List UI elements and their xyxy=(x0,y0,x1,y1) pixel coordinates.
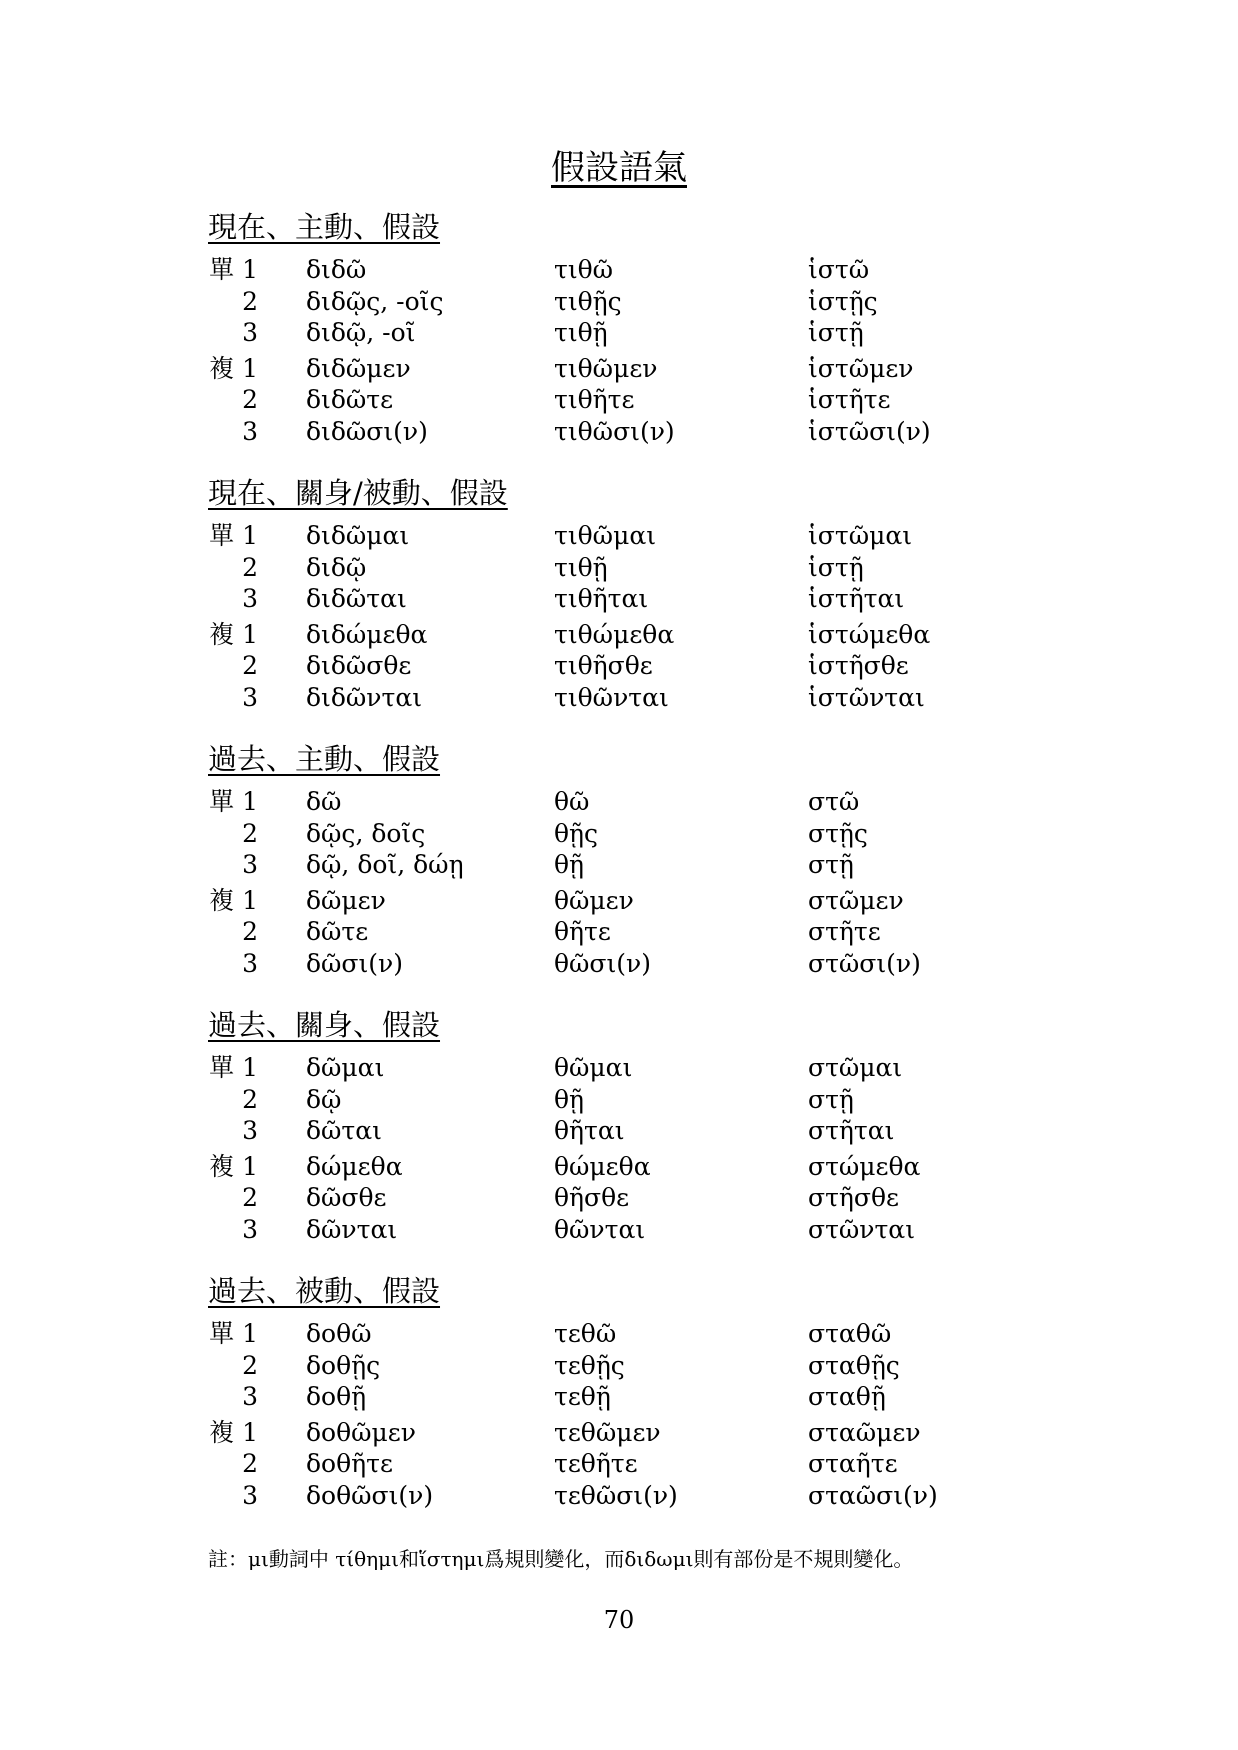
histemi-form: στῶ xyxy=(808,787,860,816)
histemi-form: ἱστῶμαι xyxy=(808,521,913,550)
person-label: 3 xyxy=(242,850,258,879)
histemi-form: στῇ xyxy=(808,1084,854,1114)
tithemi-form: τιθῶμαι xyxy=(554,521,657,550)
table-row xyxy=(208,619,1058,651)
histemi-form: σταῆτε xyxy=(808,1449,898,1478)
table-row xyxy=(208,317,1058,349)
table-row xyxy=(208,650,1058,682)
tithemi-form: τεθῶ xyxy=(554,1319,617,1348)
person-label: 3 xyxy=(242,682,258,712)
person-label: 2 xyxy=(242,1084,258,1114)
didomi-form: δῶται xyxy=(306,1116,382,1145)
tithemi-form: θῆται xyxy=(554,1116,625,1145)
person-label: 2 xyxy=(242,286,258,316)
didomi-form: δοθῇ xyxy=(306,1382,367,1411)
person-label: 2 xyxy=(242,651,258,680)
didomi-form: διδῶσθε xyxy=(306,651,412,680)
tithemi-form: τεθῶμεν xyxy=(554,1417,661,1447)
histemi-form: στῶμεν xyxy=(808,885,904,915)
footnote: 註：μι動詞中 τίθημι和ἵστημι爲規則變化，而διδωμι則有部份是不規則變化。 xyxy=(208,1547,914,1571)
tithemi-form: τιθῆται xyxy=(554,584,649,613)
person-label: 複 1 xyxy=(209,353,258,383)
histemi-form: σταθῇ xyxy=(808,1382,886,1411)
person-label: 3 xyxy=(242,318,258,347)
section-aorist-passive xyxy=(208,1270,1058,1511)
histemi-form: στῆται xyxy=(808,1116,895,1145)
didomi-form: δοθῆτε xyxy=(306,1449,393,1478)
didomi-form: διδώμεθα xyxy=(306,619,428,649)
didomi-form: δῶνται xyxy=(306,1214,398,1244)
histemi-form: στῶμαι xyxy=(808,1053,903,1082)
didomi-form: δῶσθε xyxy=(306,1183,387,1212)
section-heading: 過去、主動、假設 xyxy=(208,742,441,776)
tithemi-form: θῶνται xyxy=(554,1214,646,1244)
histemi-form: ἱστῆται xyxy=(808,584,905,613)
table-row xyxy=(208,583,1058,615)
person-label: 複 1 xyxy=(209,1417,258,1447)
didomi-form: διδῶ xyxy=(306,255,367,284)
table-row xyxy=(208,1448,1058,1480)
histemi-form: σταῶσι(ν) xyxy=(808,1480,938,1510)
histemi-form: στῆσθε xyxy=(808,1183,899,1212)
didomi-form: διδῷ xyxy=(306,552,367,582)
table-row xyxy=(208,682,1058,714)
histemi-form: στῆτε xyxy=(808,917,881,946)
histemi-form: στώμεθα xyxy=(808,1151,921,1181)
table-row xyxy=(208,1318,1058,1350)
didomi-form: δῶτε xyxy=(306,917,369,946)
person-label: 單 1 xyxy=(209,521,258,550)
person-label: 3 xyxy=(242,1116,258,1145)
tithemi-form: τεθῆτε xyxy=(554,1449,638,1478)
histemi-form: στῶσι(ν) xyxy=(808,948,921,978)
table-row xyxy=(208,916,1058,948)
didomi-form: δῶμεν xyxy=(306,885,386,915)
tithemi-form: τιθῇ xyxy=(554,552,608,582)
section-heading: 現在、關身/被動、假設 xyxy=(208,476,508,510)
person-label: 3 xyxy=(242,584,258,613)
table-row xyxy=(208,552,1058,584)
table-row xyxy=(208,1084,1058,1116)
histemi-form: ἱστῶμεν xyxy=(808,353,914,383)
section-heading: 過去、關身、假設 xyxy=(208,1008,441,1042)
person-label: 單 1 xyxy=(209,255,258,284)
histemi-form: σταθῶ xyxy=(808,1319,892,1348)
person-label: 3 xyxy=(242,1214,258,1244)
didomi-form: διδῶται xyxy=(306,584,407,613)
section-aorist-active xyxy=(208,738,1058,979)
didomi-form: δῶ xyxy=(306,787,342,816)
tithemi-form: θῇς xyxy=(554,818,599,848)
person-label: 2 xyxy=(242,385,258,414)
didomi-form: δοθῶ xyxy=(306,1319,372,1348)
person-label: 複 1 xyxy=(209,619,258,649)
didomi-form: δοθῶσι(ν) xyxy=(306,1480,434,1510)
histemi-form: ἱστῶ xyxy=(808,255,870,284)
tithemi-form: τιθῆτε xyxy=(554,385,635,414)
histemi-form: ἱστῆσθε xyxy=(808,651,909,680)
didomi-form: δῷς, δοῖς xyxy=(306,818,426,848)
tithemi-form: θώμεθα xyxy=(554,1151,651,1181)
tithemi-form: θῶμαι xyxy=(554,1053,633,1082)
person-label: 2 xyxy=(242,1183,258,1212)
table-row xyxy=(208,1115,1058,1147)
didomi-form: διδῷ, -οῖ xyxy=(306,318,416,347)
tithemi-form: τεθῶσι(ν) xyxy=(554,1480,678,1510)
tithemi-form: τιθῇς xyxy=(554,286,622,316)
histemi-form: ἱστῇ xyxy=(808,552,864,582)
person-label: 2 xyxy=(242,818,258,848)
tithemi-form: τεθῇς xyxy=(554,1350,625,1380)
person-label: 3 xyxy=(242,948,258,978)
person-label: 2 xyxy=(242,917,258,946)
section-heading: 過去、被動、假設 xyxy=(208,1274,441,1308)
tithemi-form: θῇ xyxy=(554,850,585,879)
section-present-active xyxy=(208,206,1058,447)
histemi-form: σταθῇς xyxy=(808,1350,900,1380)
didomi-form: διδῶμεν xyxy=(306,353,411,383)
didomi-form: δώμεθα xyxy=(306,1151,403,1181)
section-aorist-middle xyxy=(208,1004,1058,1245)
table-row xyxy=(208,1480,1058,1512)
person-label: 複 1 xyxy=(209,885,258,915)
tithemi-form: θῆτε xyxy=(554,917,611,946)
table-row xyxy=(208,286,1058,318)
didomi-form: δῶσι(ν) xyxy=(306,948,404,978)
person-label: 2 xyxy=(242,1449,258,1478)
histemi-form: στῶνται xyxy=(808,1214,915,1244)
histemi-form: σταῶμεν xyxy=(808,1417,921,1447)
tithemi-form: θῶσι(ν) xyxy=(554,948,652,978)
section-heading: 現在、主動、假設 xyxy=(208,210,441,244)
table-row xyxy=(208,1182,1058,1214)
tithemi-form: τιθῶνται xyxy=(554,682,669,712)
table-row xyxy=(208,849,1058,881)
didomi-form: διδῶμαι xyxy=(306,521,410,550)
histemi-form: ἱστῶσι(ν) xyxy=(808,416,931,446)
didomi-form: δῶμαι xyxy=(306,1053,385,1082)
table-row xyxy=(208,520,1058,552)
section-present-middle-passive xyxy=(208,472,1058,713)
histemi-form: στῇς xyxy=(808,818,868,848)
table-row xyxy=(208,384,1058,416)
table-row xyxy=(208,1214,1058,1246)
person-label: 單 1 xyxy=(209,787,258,816)
table-row xyxy=(208,948,1058,980)
page-title: 假設語氣 xyxy=(551,148,687,188)
tithemi-form: τιθώμεθα xyxy=(554,619,675,649)
tithemi-form: τεθῇ xyxy=(554,1382,611,1411)
tithemi-form: θῆσθε xyxy=(554,1183,630,1212)
tithemi-form: τιθῇ xyxy=(554,318,608,347)
didomi-form: διδῶτε xyxy=(306,385,394,414)
table-row xyxy=(208,1052,1058,1084)
person-label: 3 xyxy=(242,1480,258,1510)
histemi-form: ἱστῇς xyxy=(808,286,878,316)
person-label: 複 1 xyxy=(209,1151,258,1181)
table-row xyxy=(208,254,1058,286)
histemi-form: στῇ xyxy=(808,850,854,879)
table-row xyxy=(208,1417,1058,1449)
person-label: 2 xyxy=(242,1350,258,1380)
person-label: 單 1 xyxy=(209,1053,258,1082)
tithemi-form: τιθῆσθε xyxy=(554,651,653,680)
person-label: 2 xyxy=(242,552,258,582)
tithemi-form: θῇ xyxy=(554,1084,585,1114)
table-row xyxy=(208,1151,1058,1183)
table-row xyxy=(208,885,1058,917)
page-number: 70 xyxy=(603,1606,635,1634)
table-row xyxy=(208,818,1058,850)
table-row xyxy=(208,353,1058,385)
didomi-form: δοθῇς xyxy=(306,1350,381,1380)
histemi-form: ἱστῶνται xyxy=(808,682,925,712)
table-row xyxy=(208,1350,1058,1382)
didomi-form: δοθῶμεν xyxy=(306,1417,416,1447)
table-row xyxy=(208,1381,1058,1413)
didomi-form: διδῶνται xyxy=(306,682,423,712)
tithemi-form: τιθῶμεν xyxy=(554,353,658,383)
histemi-form: ἱστῇ xyxy=(808,318,864,347)
histemi-form: ἱστῆτε xyxy=(808,385,891,414)
didomi-form: δῷ, δοῖ, δώῃ xyxy=(306,850,464,879)
didomi-form: δῷ xyxy=(306,1084,342,1114)
didomi-form: διδῶσι(ν) xyxy=(306,416,428,446)
person-label: 單 1 xyxy=(209,1319,258,1348)
person-label: 3 xyxy=(242,416,258,446)
tithemi-form: θῶ xyxy=(554,787,590,816)
table-row xyxy=(208,786,1058,818)
table-row xyxy=(208,416,1058,448)
tithemi-form: θῶμεν xyxy=(554,885,634,915)
didomi-form: διδῷς, -οῖς xyxy=(306,286,444,316)
tithemi-form: τιθῶ xyxy=(554,255,614,284)
person-label: 3 xyxy=(242,1382,258,1411)
histemi-form: ἱστώμεθα xyxy=(808,619,931,649)
tithemi-form: τιθῶσι(ν) xyxy=(554,416,675,446)
